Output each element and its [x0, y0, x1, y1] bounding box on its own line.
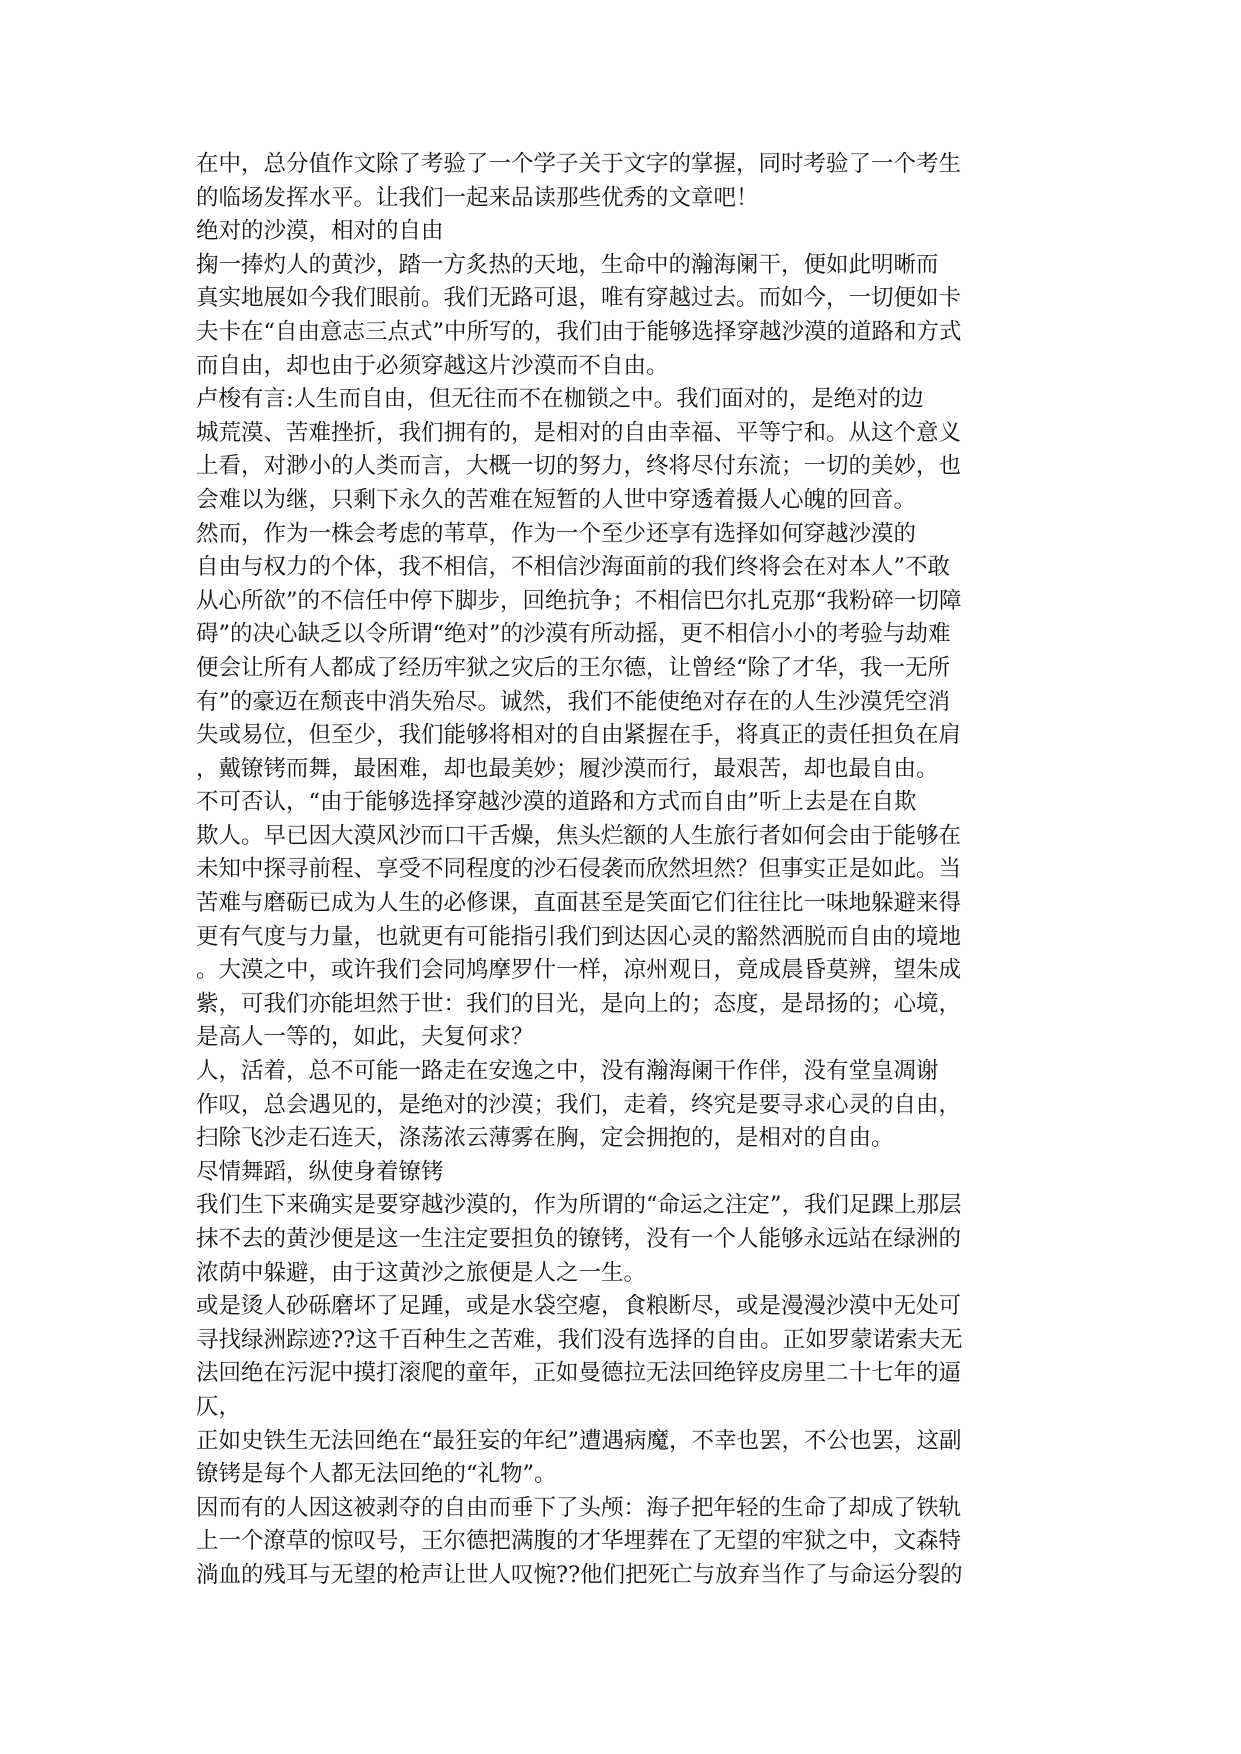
document-page	[196, 148, 1056, 1593]
text-line: 碍”的决心缺乏以令所谓“绝对”的沙漠有所动摇，更不相信小小的考验与劫难	[196, 621, 951, 648]
text-line: 我们生下来确实是要穿越沙漠的，作为所谓的“命运之注定”，我们足踝上那层	[196, 1192, 962, 1219]
text-line: 会难以为继，只剩下永久的苦难在短暂的人世中穿透着摄人心魄的回音。	[196, 486, 917, 513]
text-line: 因而有的人因这被剥夺的自由而垂下了头颅：海子把年轻的生命了却成了铁轨	[196, 1494, 962, 1521]
document-body	[196, 148, 1056, 1593]
text-line: 扫除飞沙走石连天，涤荡浓云薄雾在胸，定会拥抱的，是相对的自由。	[196, 1125, 894, 1152]
text-line: 作叹，总会遇见的，是绝对的沙漠；我们，走着，终究是要寻求心灵的自由，	[196, 1091, 962, 1118]
text-line: 浓荫中躲避，由于这黄沙之旅便是人之一生。	[196, 1259, 647, 1286]
text-line: 的临场发挥水平。让我们一起来品读那些优秀的文章吧！	[196, 184, 759, 211]
text-line: 自由与权力的个体，我不相信，不相信沙海面前的我们终将会在对本人”不敢	[196, 554, 951, 581]
text-line: 便会让所有人都成了经历牢狱之灾后的王尔德，让曾经“除了才华，我一无所	[196, 654, 951, 681]
text-line: 卢梭有言:人生而自由，但无往而不在枷锁之中。我们面对的，是绝对的边	[196, 386, 924, 413]
text-line: 尽情舞蹈，纵使身着镣铐	[196, 1158, 444, 1185]
text-line: 然而，作为一株会考虑的苇草，作为一个至少还享有选择如何穿越沙漠的	[196, 520, 917, 547]
text-line: 上一个潦草的惊叹号，王尔德把满腹的才华埋葬在了无望的牢狱之中，文森特	[196, 1528, 962, 1555]
text-line: 苦难与磨砺已成为人生的必修课，直面甚至是笑面它们往往比一味地躲避来得	[196, 890, 962, 917]
text-line: 不可否认，“由于能够选择穿越沙漠的道路和方式而自由”听上去是在自欺	[196, 789, 917, 816]
text-line: 在中，总分值作文除了考验了一个学子关于文字的掌握，同时考验了一个考生	[196, 151, 962, 177]
text-line: 从心所欲”的不信任中停下脚步，回绝抗争；不相信巴尔扎克那“我粉碎一切障	[196, 587, 962, 614]
text-line: 而自由，却也由于必须穿越这片沙漠而不自由。	[196, 352, 669, 379]
text-line: 寻找绿洲踪迹??这千百种生之苦难，我们没有选择的自由。正如罗蒙诺索夫无	[196, 1326, 963, 1353]
text-line: 抹不去的黄沙便是这一生注定要担负的镣铐，没有一个人能够永远站在绿洲的	[196, 1226, 962, 1252]
text-line: 真实地展如今我们眼前。我们无路可退，唯有穿越过去。而如今，一切便如卡	[196, 285, 962, 312]
text-line: 未知中探寻前程、享受不同程度的沙石侵袭而欣然坦然？但事实正是如此。当	[196, 856, 962, 883]
text-line: 城荒漠、苦难挫折，我们拥有的，是相对的自由幸福、平等宁和。从这个意义	[196, 419, 962, 446]
text-line: 欺人。早已因大漠风沙而口干舌燥，焦头烂额的人生旅行者如何会由于能够在	[196, 822, 962, 849]
text-line: 镣铐是每个人都无法回绝的“礼物”。	[196, 1461, 557, 1488]
text-line: 。大漠之中，或许我们会同鸠摩罗什一样，凉州观日，竟成晨昏莫辨，望朱成	[196, 957, 962, 984]
text-line: 是高人一等的，如此，夫复何求？	[196, 1024, 534, 1051]
text-line: 更有气度与力量，也就更有可能指引我们到达因心灵的豁然洒脱而自由的境地	[196, 923, 962, 950]
text-line: 有”的豪迈在颓丧中消失殆尽。诚然，我们不能使绝对存在的人生沙漠凭空消	[196, 688, 951, 715]
text-line: 掬一捧灼人的黄沙，踏一方炙热的天地，生命中的瀚海阑干，便如此明晰而	[196, 251, 939, 278]
text-line: 失或易位，但至少，我们能够将相对的自由紧握在手，将真正的责任担负在肩	[196, 722, 962, 749]
text-line: 或是烫人砂砾磨坏了足踵，或是水袋空瘪，食粮断尽，或是漫漫沙漠中无处可	[196, 1293, 962, 1320]
text-line: 绝对的沙漠，相对的自由	[196, 218, 444, 245]
text-line: 紫，可我们亦能坦然于世：我们的目光，是向上的；态度，是昂扬的；心境，	[196, 990, 962, 1017]
text-line: 仄，	[196, 1393, 242, 1420]
text-line: 上看，对渺小的人类而言，大概一切的努力，终将尽付东流；一切的美妙，也	[196, 453, 962, 480]
text-line: 正如史铁生无法回绝在“最狂妄的年纪”遭遇病魔，不幸也罢，不公也罢，这副	[196, 1427, 962, 1454]
text-line: 法回绝在污泥中摸打滚爬的童年，正如曼德拉无法回绝锌皮房里二十七年的逼	[196, 1360, 962, 1387]
text-line: 淌血的残耳与无望的枪声让世人叹惋??他们把死亡与放弃当作了与命运分裂的	[196, 1561, 963, 1588]
text-line: ，戴镣铐而舞，最困难，却也最美妙；履沙漠而行，最艰苦，却也最自由。	[196, 755, 939, 782]
text-line: 夫卡在“自由意志三点式”中所写的，我们由于能够选择穿越沙漠的道路和方式	[196, 318, 962, 345]
text-line: 人，活着，总不可能一路走在安逸之中，没有瀚海阑干作伴，没有堂皇凋谢	[196, 1058, 939, 1085]
